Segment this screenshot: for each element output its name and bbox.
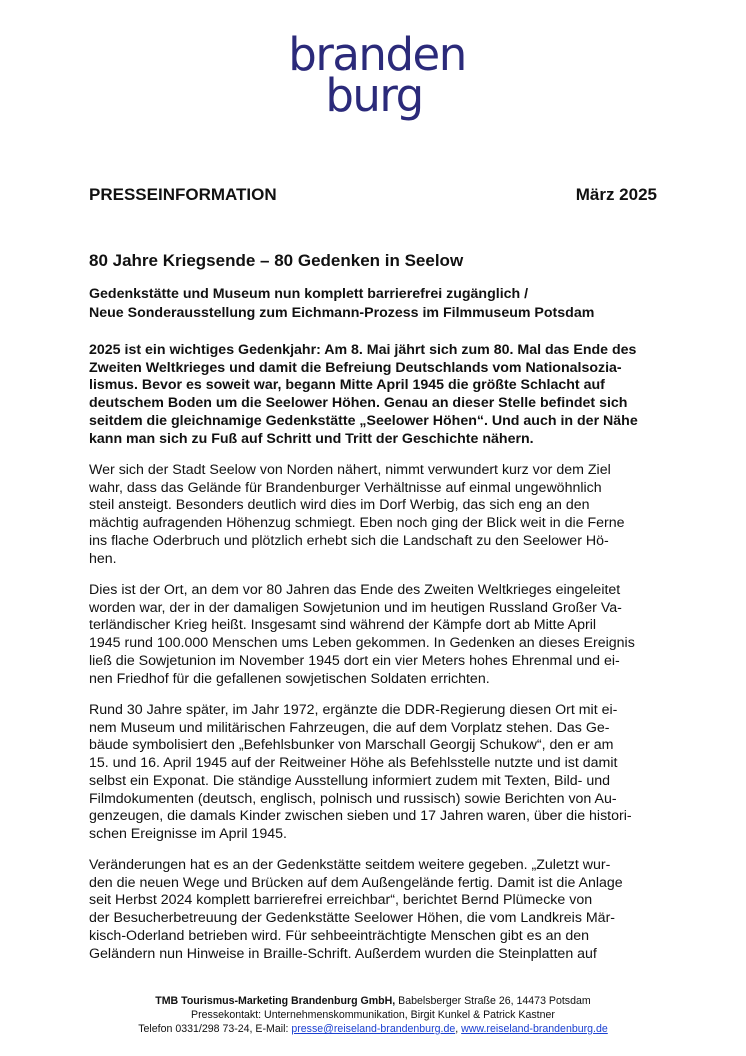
- page-footer: [60, 994, 686, 1036]
- text-line: mächtig aufragenden Höhenzug schmiegt. Eben noch ging der Blick weit in die Ferne: [89, 515, 625, 532]
- text-line: kann man sich zu Fuß auf Schritt und Tritt der Geschichte nähern.: [89, 430, 534, 447]
- text-line: wahr, dass das Gelände für Brandenburger Verhältnisse auf einmal ungewöhnlich: [89, 479, 602, 496]
- text-line: lismus. Bevor es soweit war, begann Mitte April 1945 die größte Schlacht auf: [89, 377, 605, 394]
- text-line: worden war, der in der damaligen Sowjetunion und im heutigen Russland Großer Va-: [89, 599, 622, 616]
- press-info-label: PRESSEINFORMATION: [89, 185, 277, 204]
- subtitle-line: Gedenkstätte und Museum nun komplett barrierefrei zugänglich /: [89, 286, 529, 302]
- text-line: ließ die Sowjetunion im November 1945 dort ein vier Meters hohes Ehrenmal und ei-: [89, 652, 620, 669]
- body-paragraph: [89, 857, 659, 963]
- footer-address: Babelsberger Straße 26, 14473 Potsdam: [395, 995, 591, 1007]
- document-date: März 2025: [575, 185, 657, 204]
- text-line: 15. und 16. April 1945 auf der Reitweiner Höhe als Befehlsstelle nutzte und ist damit: [89, 755, 618, 772]
- text-line: den die neuen Wege und Brücken auf dem Außengelände fertig. Damit ist die Anlage: [89, 874, 623, 891]
- text-line: der Besucherbetreuung der Gedenkstätte Seelower Höhen, die vom Landkreis Mär-: [89, 910, 616, 927]
- text-line: Dies ist der Ort, an dem vor 80 Jahren das Ende des Zweiten Weltkrieges eingeleitet: [89, 582, 621, 598]
- text-line: 1945 rund 100.000 Menschen ums Leben gekommen. In Gedenken an dieses Ereignis: [89, 635, 635, 652]
- text-line: 2025 ist ein wichtiges Gedenkjahr: Am 8. Mai jährt sich zum 80. Mal das Ende des: [89, 342, 637, 358]
- text-line: seit Herbst 2024 komplett barrierefrei erreichbar“, berichtet Bernd Plümecke von: [89, 892, 593, 909]
- text-line: nen Friedhof für die gefallenen sowjetischen Soldaten errichten.: [89, 670, 490, 687]
- subtitle: [89, 285, 657, 323]
- website-link[interactable]: www.reiseland-brandenburg.de: [461, 1023, 608, 1035]
- footer-company: TMB Tourismus-Marketing Brandenburg GmbH,: [155, 995, 396, 1007]
- page-title: 80 Jahre Kriegsende – 80 Gedenken in Seelow: [89, 251, 464, 270]
- body-paragraph: [89, 582, 659, 688]
- footer-phone-line: [60, 1022, 686, 1036]
- footer-phone: Telefon 0331/298 73-24, E-Mail:: [138, 1023, 292, 1035]
- text-line: terländischer Krieg heißt. Insgesamt sind während der Kämpfe dort ab Mitte April: [89, 617, 597, 634]
- footer-address-line: [60, 994, 686, 1008]
- text-line: schen Ereignisse im April 1945.: [89, 825, 287, 842]
- email-link[interactable]: presse@reiseland-brandenburg.de: [291, 1023, 456, 1035]
- text-line: genzeugen, die damals Kinder zwischen sieben und 17 Jahren waren, über die histori-: [89, 808, 632, 825]
- text-line: nem Museum und militärischen Fahrzeugen, die auf dem Vorplatz stehen. Das Ge-: [89, 719, 610, 736]
- text-line: Wer sich der Stadt Seelow von Norden nähert, nimmt verwundert kurz vor dem Ziel: [89, 462, 611, 478]
- logo-line-2: burg: [325, 69, 423, 122]
- text-line: Geländern nun Hinweise in Braille-Schrift. Außerdem wurden die Steinplatten auf: [89, 945, 597, 962]
- body-paragraph: [89, 462, 659, 568]
- body-paragraph: [89, 702, 659, 844]
- logo-line-1: branden: [288, 28, 466, 81]
- footer-separator: ,: [455, 1023, 462, 1035]
- lead-paragraph: [89, 342, 659, 448]
- text-line: Veränderungen hat es an der Gedenkstätte seitdem weitere gegeben. „Zuletzt wur-: [89, 857, 611, 873]
- text-line: deutschem Boden um die Seelower Höhen. Genau an dieser Stelle befindet sich: [89, 395, 628, 412]
- text-line: Filmdokumenten (deutsch, englisch, polnisch und russisch) sowie Berichten von Au-: [89, 790, 617, 807]
- text-line: steil ansteigt. Besonders deutlich wird dies im Dorf Werbig, das sich eng an den: [89, 497, 590, 514]
- text-line: bäude symbolisiert den „Befehlsbunker von Marschall Georgij Schukow“, den er am: [89, 737, 614, 754]
- text-line: seitdem die gleichnamige Gedenkstätte „Seelower Höhen“. Und auch in der Nähe: [89, 412, 638, 429]
- text-line: kisch-Oderland betrieben wird. Für sehbeeinträchtigte Menschen gibt es an den: [89, 927, 589, 944]
- document-header: [89, 185, 657, 205]
- text-line: hen.: [89, 550, 117, 567]
- footer-contact: Pressekontakt: Unternehmenskommunikation, Birgit Kunkel & Patrick Kastner: [191, 1009, 555, 1021]
- brandenburg-logo: [0, 28, 746, 122]
- text-line: Rund 30 Jahre später, im Jahr 1972, ergänzte die DDR-Regierung diesen Ort mit ei-: [89, 702, 618, 718]
- text-line: ins flache Oderbruch und plötzlich erhebt sich die Landschaft zu den Seelower Hö-: [89, 532, 609, 549]
- text-line: selbst ein Exponat. Die ständige Ausstellung informiert zudem mit Texten, Bild- und: [89, 772, 611, 789]
- text-line: Zweiten Weltkrieges und damit die Befreiung Deutschlands vom Nationalsozia-: [89, 359, 622, 376]
- subtitle-line: Neue Sonderausstellung zum Eichmann-Prozess im Filmmuseum Potsdam: [89, 305, 595, 321]
